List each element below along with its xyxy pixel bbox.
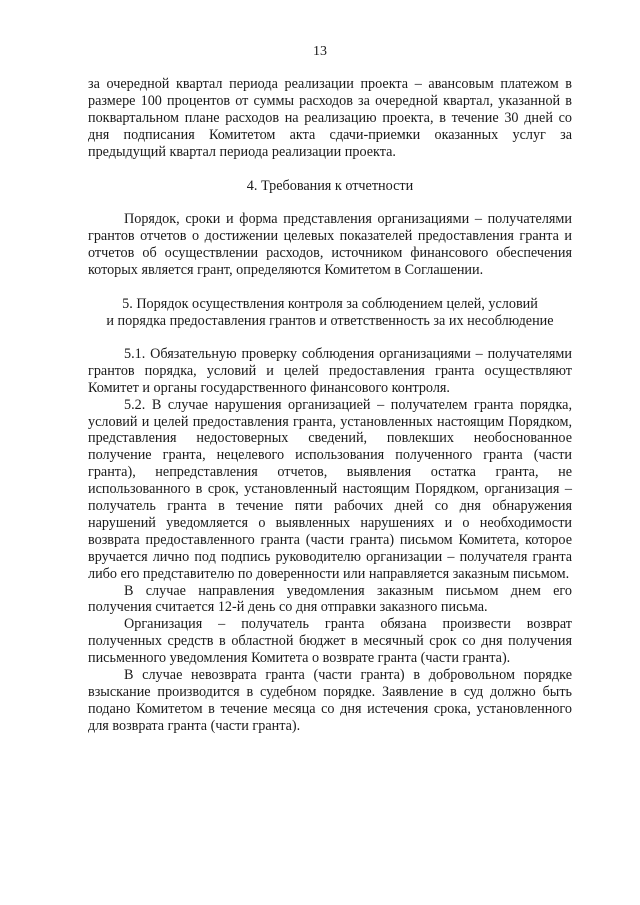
paragraph-registered-letter: В случае направления уведомления заказным письмом днем его получения считается 12-й день со дня отправки заказного письма. — [88, 582, 572, 616]
paragraph-refund-obligation: Организация – получатель гранта обязана произвести возврат полученных средств в областной бюджет в месячный срок со дня получения письменного уведомления Комитета о возврате гранта (части гранта). — [88, 616, 572, 667]
section-5-title-line-1: 5. Порядок осуществления контроля за соблюдением целей, условий — [122, 296, 538, 313]
section-5-title-line-2: и порядка предоставления грантов и ответственность за их несоблюдение — [106, 312, 554, 329]
paragraph-5-1: 5.1. Обязательную проверку соблюдения организациями – получателями грантов порядка, условий и целей предоставления гранта осуществляют Комитет и органы государственного финансового контроля. — [88, 345, 572, 396]
document-body — [88, 76, 572, 735]
section-4-paragraph: Порядок, сроки и форма представления организациями – получателями грантов отчетов о достижении целевых показателей предоставления гранта и отчетов об осуществлении расходов, источником финансового обеспечения которых является грант, определяются Комитетом в Соглашении. — [88, 211, 572, 279]
paragraph-court-recovery: В случае невозврата гранта (части гранта) в добровольном порядке взыскание производится в судебном порядке. Заявление в суд должно быть подано Комитетом в течение месяца со дня истечения срока, установленного для возврата гранта (части гранта). — [88, 667, 572, 734]
paragraph-continuation: за очередной квартал периода реализации проекта – авансовым платежом в размере 100 процентов от суммы расходов за очередной квартал, указанной в поквартальном плане расходов на реализацию проекта, в течение 30 дней со дня подписания Комитетом акта сдачи-приемки оказанных услуг за предыдущий квартал периода реализации проекта. — [88, 76, 572, 160]
page-number: 13 — [313, 44, 327, 59]
section-4-title: 4. Требования к отчетности — [246, 177, 414, 194]
paragraph-5-2: 5.2. В случае нарушения организацией – получателем гранта порядка, условий и целей предоставления гранта, установленных настоящим Порядком, представления недостоверных сведений, повлекших необоснованное получение гранта, нецелевого использования полученного гранта (части гранта), непредставления отчетов, выявления остатка гранта, не использованного в срок, установленный настоящим Порядком, организация – получатель гранта в течение пяти рабочих дней со дня обнаружения нарушений уведомляется о выявленных нарушениях и о необходимости возврата предоставленного гранта (части гранта) письмом Комитета, которое вручается лично под подпись руководителю организации – получателя гранта либо его представителю по доверенности или направляется заказным письмом. — [88, 396, 572, 582]
